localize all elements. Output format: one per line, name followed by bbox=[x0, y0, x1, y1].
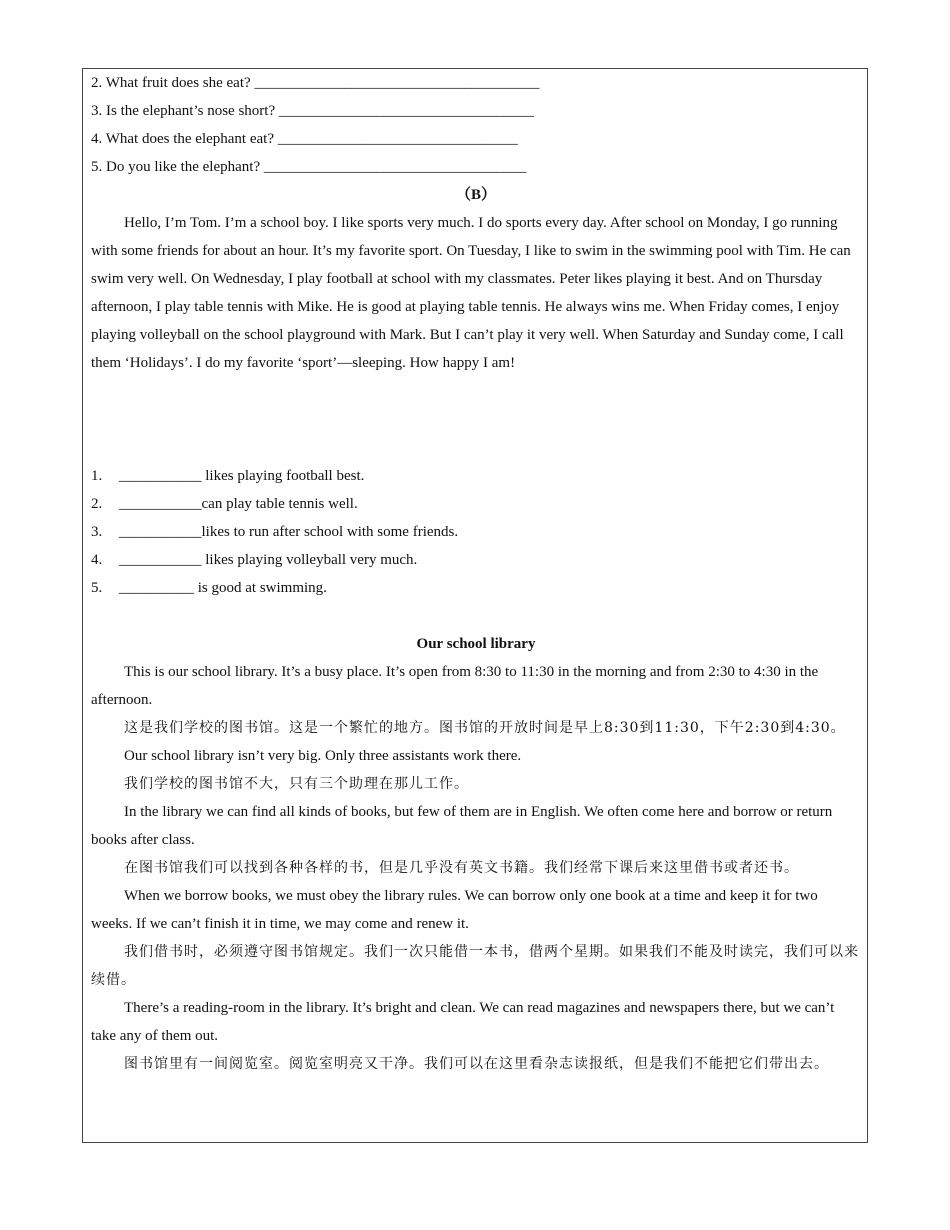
list-item: 3. ___________likes to run after school with some friends. bbox=[91, 524, 459, 540]
library-paragraph-cn: 在图书馆我们可以找到各种各样的书，但是几乎没有英文书籍。我们经常下课后来这里借书或者还书。 bbox=[124, 860, 799, 876]
library-paragraph-cn: 图书馆里有一间阅览室。阅览室明亮又干净。我们可以在这里看杂志读报纸，但是我们不能把它们带出去。 bbox=[124, 1056, 829, 1072]
question-4: 4. What does the elephant eat? ________________________________ bbox=[91, 131, 518, 147]
library-paragraph-cn: 这是我们学校的图书馆。这是一个繁忙的地方。图书馆的开放时间是早上8:30到11:30，下午2:30到4:30。 bbox=[124, 720, 846, 736]
spacer bbox=[91, 602, 861, 630]
worksheet-content bbox=[91, 69, 861, 1078]
list-item: 1. ___________ likes playing football best. bbox=[91, 468, 365, 484]
list-item: 4. ___________ likes playing volleyball very much. bbox=[91, 552, 418, 568]
spacer bbox=[91, 377, 861, 462]
section-b-heading: （B） bbox=[455, 187, 496, 203]
library-paragraph-cn: 我们学校的图书馆不大，只有三个助理在那儿工作。 bbox=[124, 776, 469, 792]
list-item: 2. ___________can play table tennis well. bbox=[91, 496, 358, 512]
library-paragraph-en: There’s a reading-room in the library. It’s bright and clean. We can read magazines and newspapers there, but we can’t take any of them out. bbox=[91, 1000, 835, 1044]
library-paragraph-en: When we borrow books, we must obey the library rules. We can borrow only one book at a time and keep it for two weeks. If we can’t finish it in time, we may come and renew it. bbox=[91, 888, 818, 932]
library-paragraph-en: In the library we can find all kinds of books, but few of them are in English. We often come here and borrow or return books after class. bbox=[91, 804, 833, 848]
section-b-passage: Hello, I’m Tom. I’m a school boy. I like sports very much. I do sports every day. After school on Monday, I go running with some friends for about an hour. It’s my favorite sport. On Tuesday, I like to swim in the swimming pool with Tim. He can swim very well. On Wednesday, I play football at school with my classmates. Peter likes playing it best. And on Thursday afternoon, I play table tennis with Mike. He is good at playing table tennis. He always wins me. When Friday comes, I enjoy playing volleyball on the school playground with Mark. But I can’t play it very well. When Saturday and Sunday come, I call them ‘Holidays’. I do my favorite ‘sport’—sleeping. How happy I am! bbox=[91, 215, 851, 371]
list-item: 5. __________ is good at swimming. bbox=[91, 580, 327, 596]
question-3: 3. Is the elephant’s nose short? __________________________________ bbox=[91, 103, 534, 119]
library-paragraph-en: Our school library isn’t very big. Only three assistants work there. bbox=[124, 748, 522, 764]
library-paragraph-cn: 我们借书时，必须遵守图书馆规定。我们一次只能借一本书，借两个星期。如果我们不能及时读完，我们可以来续借。 bbox=[91, 944, 859, 988]
question-2: 2. What fruit does she eat? ______________________________________ bbox=[91, 75, 540, 91]
question-5: 5. Do you like the elephant? ___________________________________ bbox=[91, 159, 527, 175]
library-paragraph-en: This is our school library. It’s a busy place. It’s open from 8:30 to 11:30 in the morning and from 2:30 to 4:30 in the afternoon. bbox=[91, 664, 819, 708]
worksheet-frame bbox=[82, 68, 868, 1143]
library-title: Our school library bbox=[416, 636, 536, 652]
